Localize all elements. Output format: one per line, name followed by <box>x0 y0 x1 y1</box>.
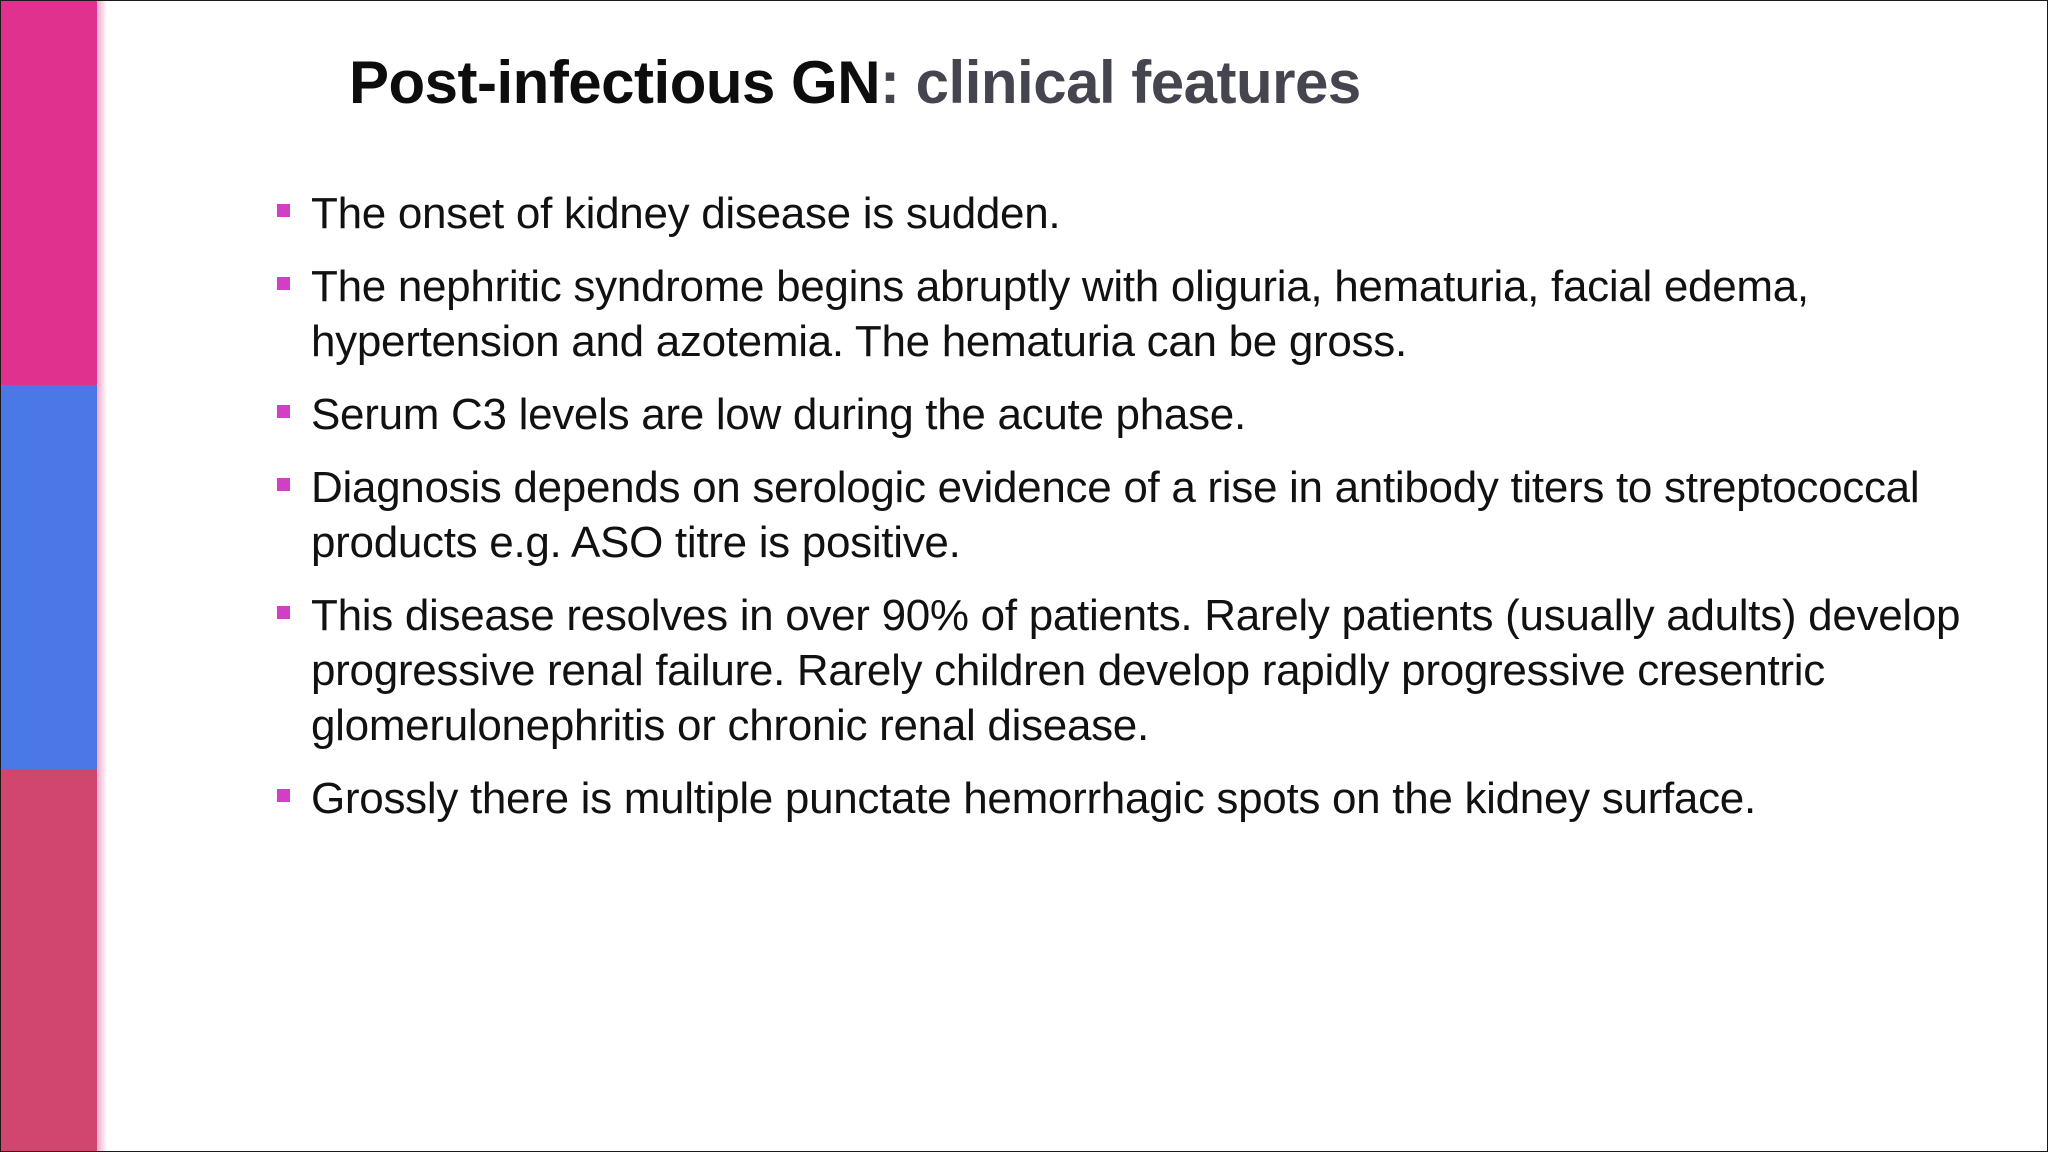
slide-title-main: Post-infectious GN <box>349 49 881 116</box>
bullet-item <box>275 588 2015 753</box>
square-bullet-icon <box>277 606 290 619</box>
side-bar-glow <box>97 1 107 1151</box>
square-bullet-icon <box>277 204 290 217</box>
slide-title <box>349 47 1361 119</box>
bullet-item <box>275 186 2015 241</box>
side-band-bottom <box>1 769 97 1151</box>
square-bullet-icon <box>277 277 290 290</box>
square-bullet-icon <box>277 405 290 418</box>
square-bullet-icon <box>277 789 290 802</box>
bullet-text: The nephritic syndrome begins abruptly with oliguria, hematuria, facial edema, hypertension and azotemia. The hematuria can be gross. <box>311 262 1809 366</box>
side-band-top <box>1 1 97 385</box>
bullet-item <box>275 460 2015 570</box>
bullet-text: Diagnosis depends on serologic evidence of a rise in antibody titers to streptococcal products e.g. ASO titre is positive. <box>311 463 1920 567</box>
bullet-text: Serum C3 levels are low during the acute phase. <box>311 390 1246 439</box>
bullet-text: Grossly there is multiple punctate hemorrhagic spots on the kidney surface. <box>311 774 1756 823</box>
bullet-text: The onset of kidney disease is sudden. <box>311 189 1061 238</box>
side-color-bar <box>1 1 97 1151</box>
bullet-item <box>275 387 2015 442</box>
bullet-item <box>275 771 2015 826</box>
bullet-text: This disease resolves in over 90% of patients. Rarely patients (usually adults) develop progressive renal failure. Rarely children develop rapidly progressive cresentric glomerulonephritis or chronic renal disease. <box>311 591 1961 750</box>
side-band-middle <box>1 385 97 769</box>
slide-title-sub: : clinical features <box>880 49 1361 116</box>
bullet-item <box>275 259 2015 369</box>
bullet-list <box>275 186 2015 844</box>
square-bullet-icon <box>277 478 290 491</box>
